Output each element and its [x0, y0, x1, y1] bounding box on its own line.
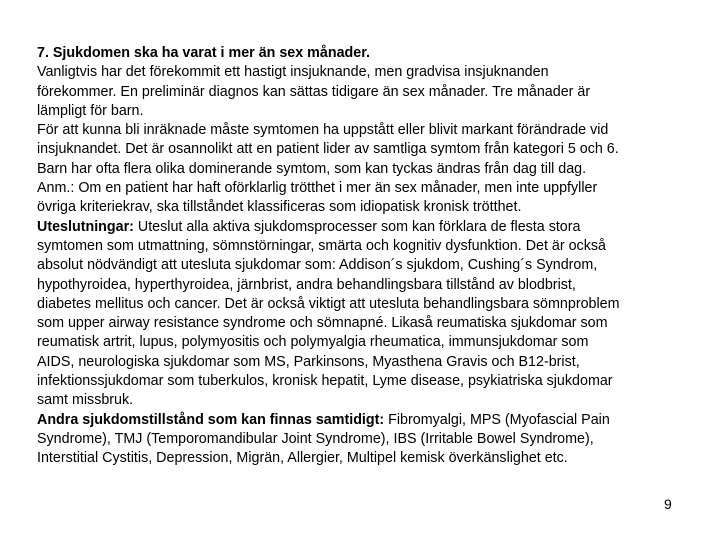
comorbid-first-line	[37, 411, 697, 430]
comorbid-text-line: Interstitial Cystitis, Depression, Migrän, Allergier, Multipel kemisk överkänslighet etc.	[37, 450, 568, 467]
page-number: 9	[664, 496, 672, 512]
duration-text-line: Vanligtvis har det förekommit ett hastigt insjuknande, men gradvisa insjuknanden	[37, 64, 549, 81]
comorbid-first-line-text: Fibromyalgi, MPS (Myofascial Pain	[384, 411, 610, 428]
criterion-heading: 7. Sjukdomen ska ha varat i mer än sex månader.	[37, 45, 370, 61]
duration-text-line: insjuknandet. Det är osannolikt att en patient lider av samtliga symtom från kategori 5 och 6.	[37, 141, 619, 158]
exclusions-first-line-text: Uteslut alla aktiva sjukdomsprocesser som kan förklara de flesta stora	[133, 218, 581, 235]
duration-text-line: förekommer. En preliminär diagnos kan sättas tidigare än sex månader. Tre månader är	[37, 83, 591, 100]
exclusions-text-line: samt missbruk.	[37, 392, 134, 409]
exclusions-label: Uteslutningar:	[37, 218, 134, 235]
exclusions-text-line: AIDS, neurologiska sjukdomar som MS, Parkinsons, Myasthena Gravis och B12-brist,	[37, 353, 580, 370]
duration-text-line: För att kunna bli inräknade måste symtomen ha uppstått eller blivit markant förändrade vid	[37, 122, 609, 139]
duration-text-line: övriga kriteriekrav, ska tillståndet klassificeras som idiopatisk kronisk trötthet.	[37, 199, 522, 216]
exclusions-first-line	[37, 218, 697, 237]
slide-text-body	[37, 44, 697, 469]
exclusions-text-line: infektionssjukdomar som tuberkulos, kronisk hepatit, Lyme disease, psykiatriska sjukdomar	[37, 373, 613, 390]
exclusions-text-line: hypothyroidea, hyperthyroidea, järnbrist, andra behandlingsbara tillstånd av blodbrist,	[37, 276, 576, 293]
duration-text-line: Barn har ofta flera olika dominerande symtom, som kan tyckas ändras från dag till dag.	[37, 160, 587, 177]
exclusions-text-line: som upper airway resistance syndrome och sömnapné. Likaså reumatiska sjukdomar som	[37, 315, 608, 332]
exclusions-text-line: symtomen som utmattning, sömnstörningar, smärta och kognitiv dysfunktion. Det är också	[37, 237, 606, 254]
duration-text-line: Anm.: Om en patient har haft oförklarlig trötthet i mer än sex månader, men inte uppfyller	[37, 180, 598, 197]
comorbid-label: Andra sjukdomstillstånd som kan finnas samtidigt:	[37, 411, 385, 428]
comorbid-text-line: Syndrome), TMJ (Temporomandibular Joint Syndrome), IBS (Irritable Bowel Syndrome),	[37, 430, 594, 447]
exclusions-text-line: diabetes mellitus och cancer. Det är också viktigt att utesluta behandlingsbara sömnproblem	[37, 295, 620, 312]
exclusions-text-line: reumatisk artrit, lupus, polymyositis och polymyalgia rheumatica, immunsjukdomar som	[37, 334, 589, 351]
duration-text-line: lämpligt för barn.	[37, 102, 144, 119]
exclusions-text-line: absolut nödvändigt att utesluta sjukdomar som: Addison´s sjukdom, Cushing´s Syndrom,	[37, 257, 598, 274]
